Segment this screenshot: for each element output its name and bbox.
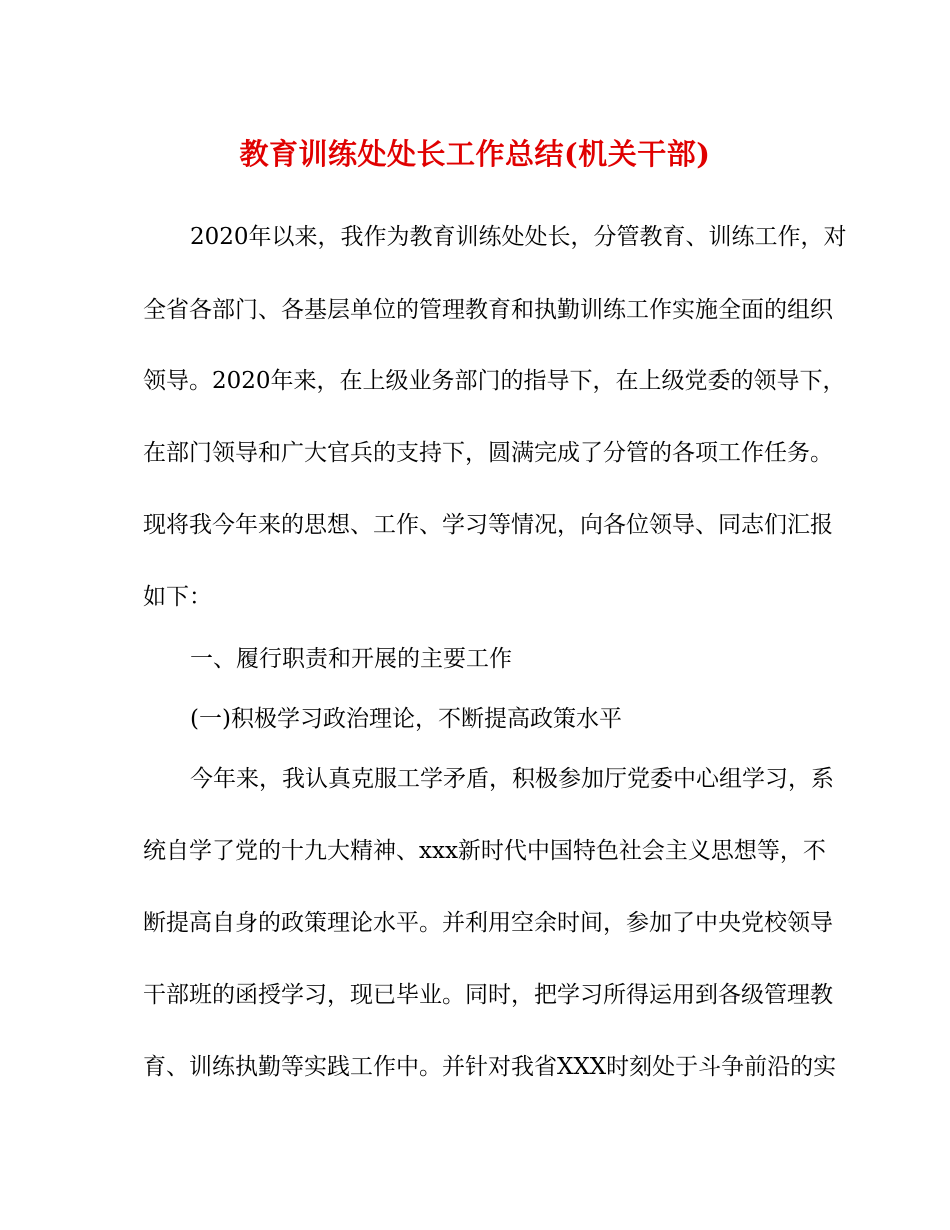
line-text: 在部门领导和广大官兵的支持下，圆满完成了分管的各项工作任务。 [143, 440, 833, 466]
line-text: 干部班的函授学习，现已毕业。同时，把学习所得运用到各级管理教 [143, 982, 833, 1008]
document-title: 教育训练处处长工作总结(机关干部) [239, 137, 711, 171]
line-text: 统自学了党的十九大精神、xxx新时代中国特色社会主义思想等，不 [143, 838, 826, 864]
line-text: 领导。2020年来，在上级业务部门的指导下，在上级党委的领导下， [143, 368, 846, 394]
subsection-heading-text: (一)积极学习政治理论，不断提高政策水平 [190, 706, 622, 732]
line-text: 育、训练执勤等实践工作中。并针对我省XXX时刻处于斗争前沿的实 [143, 1054, 837, 1080]
line-text: 如下： [143, 584, 212, 610]
line-text: 全省各部门、各基层单位的管理教育和执勤训练工作实施全面的组织 [143, 297, 833, 323]
line-text: 断提高自身的政策理论水平。并利用空余时间，参加了中央党校领导 [143, 910, 833, 936]
section-heading-text: 一、履行职责和开展的主要工作 [190, 646, 512, 672]
line-text: 2020年以来，我作为教育训练处处长，分管教育、训练工作，对 [190, 224, 847, 250]
line-text: 今年来，我认真克服工学矛盾，积极参加厅党委中心组学习，系 [190, 766, 834, 792]
line-text: 现将我今年来的思想、工作、学习等情况，向各位领导、同志们汇报 [143, 512, 833, 538]
